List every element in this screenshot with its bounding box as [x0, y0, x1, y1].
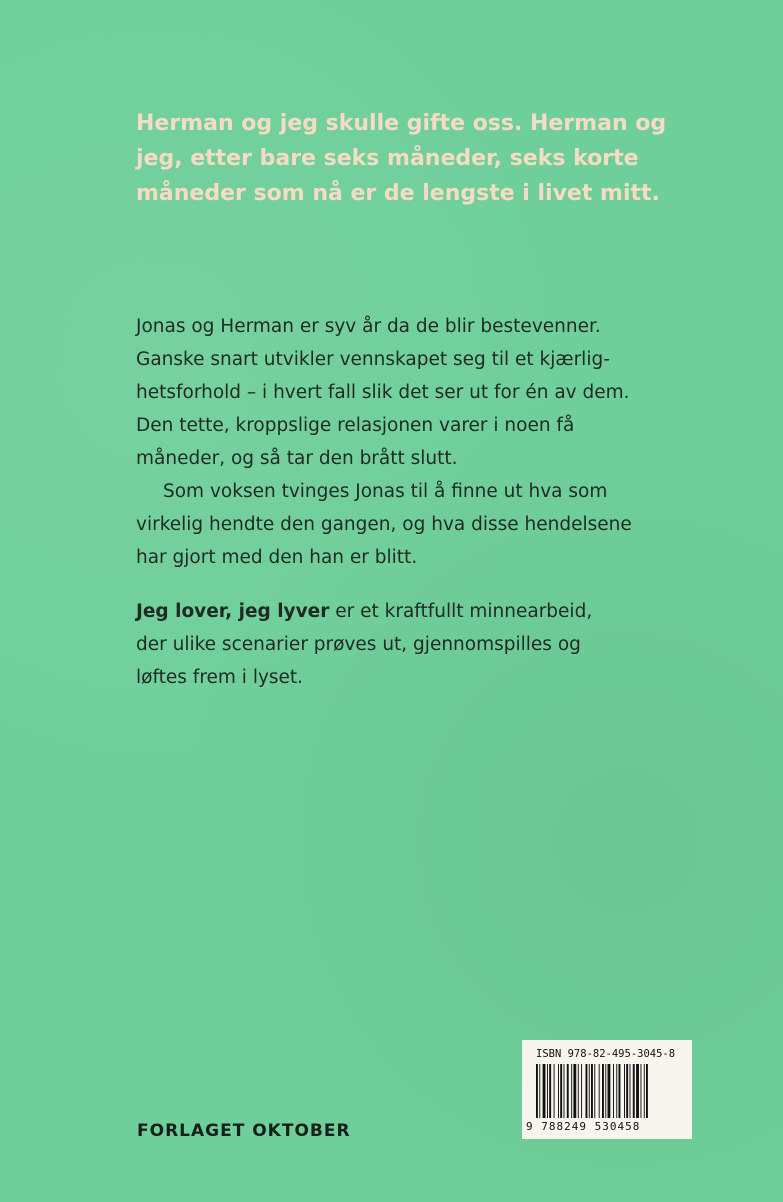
blurb-line: Ganske snart utvikler vennskapet seg til et kjærlig- [136, 349, 610, 370]
blurb-line: har gjort med den han er blitt. [136, 547, 418, 568]
blurb-line: Som voksen tvinges Jonas til å finne ut hva som [163, 481, 608, 502]
barcode-bar [605, 1064, 606, 1118]
blurb-line: måneder, og så tar den brått slutt. [136, 448, 458, 469]
barcode-bar [616, 1064, 617, 1118]
blurb-line: Jonas og Herman er syv år da de blir bestevenner. [136, 316, 601, 337]
barcode-bar [636, 1064, 639, 1118]
book-title: Jeg lover, jeg lyver [136, 601, 330, 622]
barcode-digits: 9 788249 530458 [526, 1120, 641, 1133]
barcode-bar [641, 1064, 642, 1118]
barcode-bar [558, 1064, 559, 1118]
barcode-bar [624, 1064, 625, 1118]
barcode-bar [602, 1064, 604, 1118]
teaser-line: jeg, etter bare seks måneder, seks korte [136, 146, 639, 171]
barcode-bar [578, 1064, 579, 1118]
blurb-line: hetsforhold – i hvert fall slik det ser ut for én av dem. [136, 382, 630, 403]
teaser-quote [136, 106, 696, 211]
isbn-label: ISBN 978-82-495-3045-8 [536, 1048, 676, 1060]
barcode-bar [630, 1064, 631, 1118]
barcode-bar [619, 1064, 621, 1118]
barcode-bar [608, 1064, 611, 1118]
barcode-bars [536, 1064, 686, 1118]
barcode-bar [594, 1064, 595, 1118]
barcode-bar [644, 1064, 645, 1118]
barcode-bar [564, 1064, 565, 1118]
blurb-line: virkelig hendte den gangen, og hva disse hendelsene [136, 514, 632, 535]
barcode-bar [573, 1064, 576, 1118]
teaser-line: Herman og jeg skulle gifte oss. Herman og [136, 111, 667, 136]
closing-line [136, 595, 736, 628]
barcode-bar [539, 1064, 540, 1118]
barcode-bar [560, 1064, 562, 1118]
isbn-barcode [522, 1040, 692, 1139]
blurb-paragraph [136, 310, 736, 574]
barcode-bar [591, 1064, 593, 1118]
barcode-bar [589, 1064, 590, 1118]
barcode-bar [581, 1064, 582, 1118]
barcode-bar [633, 1064, 635, 1118]
barcode-bar [599, 1064, 600, 1118]
barcode-bar [571, 1064, 572, 1118]
publisher-name: FORLAGET OKTOBER [137, 1121, 351, 1141]
closing-line: løftes frem i lyset. [136, 667, 304, 688]
barcode-bar [613, 1064, 614, 1118]
closing-line: der ulike scenarier prøves ut, gjennomspilles og [136, 634, 581, 655]
barcode-bar [536, 1064, 538, 1118]
barcode-bar [554, 1064, 555, 1118]
barcode-bar [549, 1064, 551, 1118]
barcode-bar [646, 1064, 648, 1118]
closing-text: er et kraftfullt minnearbeid, [329, 601, 593, 622]
teaser-line: måneder som nå er de lengste i livet mitt. [136, 181, 660, 206]
blurb-line: Den tette, kroppslige relasjonen varer i noen få [136, 415, 575, 436]
barcode-bar [547, 1064, 548, 1118]
barcode-bar [543, 1064, 546, 1118]
closing-paragraph [136, 595, 736, 694]
barcode-bar [626, 1064, 628, 1118]
barcode-bar [567, 1064, 569, 1118]
barcode-bar [586, 1064, 588, 1118]
